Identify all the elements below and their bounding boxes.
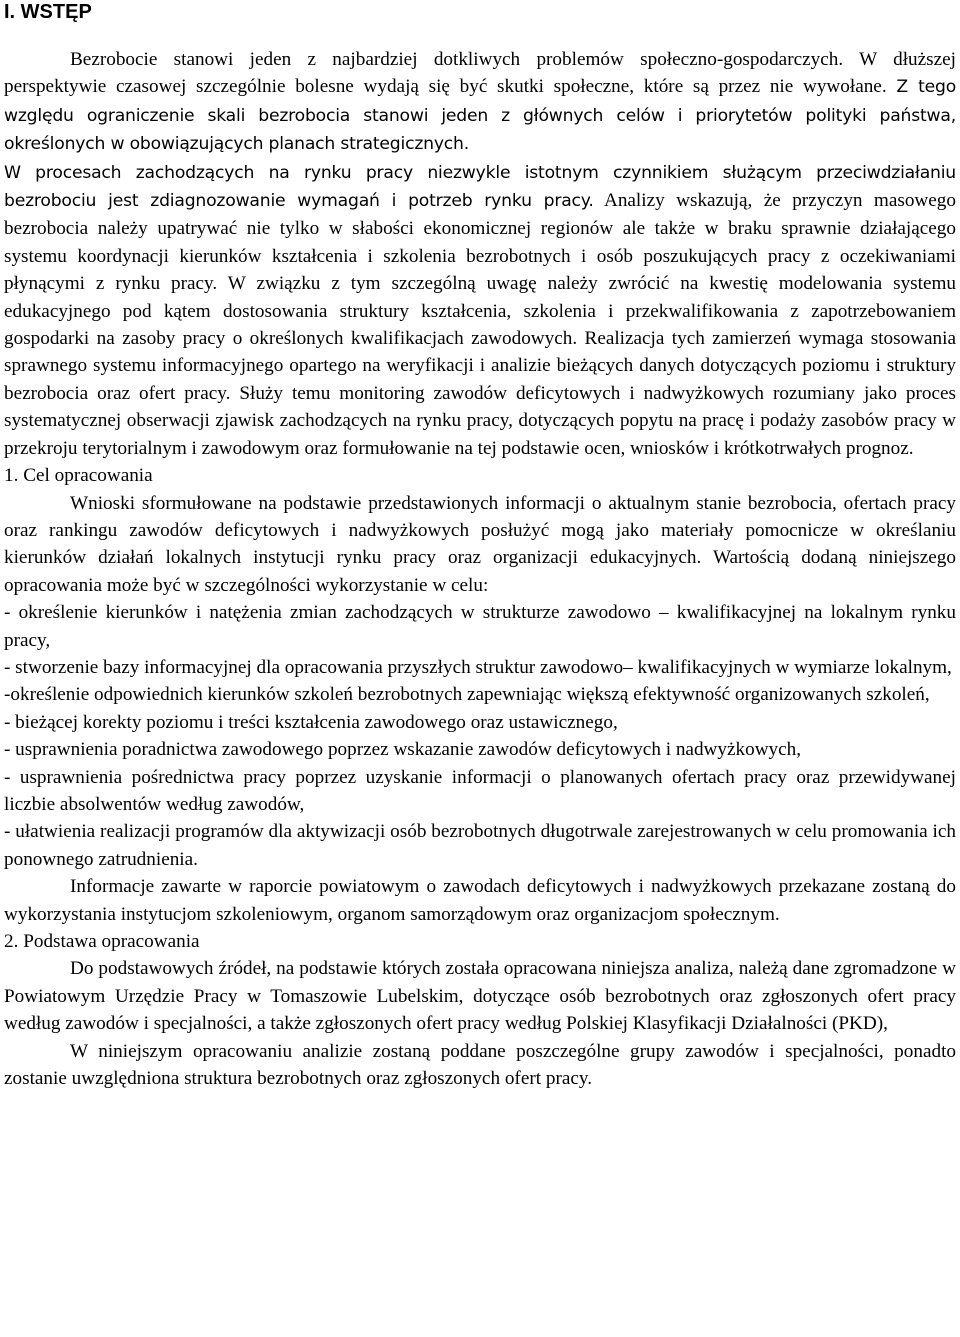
list-item: - ułatwienia realizacji programów dla aktywizacji osób bezrobotnych długotrwale zarejestrowanych w celu promowania ich ponownego zatrudnienia.: [4, 821, 956, 870]
intro-paragraph-1: [4, 46, 956, 159]
section-2-title: 2. Podstawa opracowania: [4, 931, 200, 952]
chapter-heading: I. WSTĘP: [4, 1, 92, 23]
intro-paragraph-3: Analizy wskazują, że przyczyn masowego bezrobocia należy upatrywać nie tylko w słabości ekonomicznej regionów ale także w braku sprawnie działającego systemu koordynacji kierunków kształcenia i szkolenia bezrobotnych i osób poszukujących pracy z oczekiwaniami płynącymi z rynku pracy. W związku z tym szczególną uwagę należy zwrócić na kwestię modelowania systemu edukacyjnego pod kątem dostosowania struktury kształcenia, szkolenia i przekwalifikowania z zapotrzebowaniem gospodarki na zasoby pracy o określonych kwalifikacjach zawodowych. Realizacja tych zamierzeń wymaga stosowania sprawnego systemu informacyjnego opartego na weryfikacji i analizie bieżących danych dotyczących poziomu i struktury bezrobocia oraz ofert pracy. Służy temu monitoring zawodów deficytowych i nadwyżkowych rozumiany jako proces systematycznej obserwacji zjawisk zachodzących na rynku pracy, dotyczących popytu na pracę i podaży zasobów pracy w przekroju terytorialnym i zawodowym oraz formułowanie na tej podstawie ocen, wniosków i krótkotrwałych prognoz.: [4, 190, 956, 459]
intro-text-1: Bezrobocie stanowi jeden z najbardziej dotkliwych problemów społeczno-gospodarczych. W dłuższej perspektywie czasowej szczególnie bolesne wydają się być skutki społeczne, które są przez nie wywołane.: [4, 49, 956, 98]
intro-text-1b: Z tego względu ograniczenie skali bezrobocia stanowi jeden z głównych celów i priorytetów polityki państwa, określonych w obowiązujących planach strategicznych.: [4, 77, 957, 155]
section-1-paragraph-1: Wnioski sformułowane na podstawie przedstawionych informacji o aktualnym stanie bezrobocia, ofertach pracy oraz rankingu zawodów deficytowych i nadwyżkowych posłużyć mogą jako materiały pomocnicze w określaniu kierunków działań lokalnych instytucji rynku pracy oraz organizacji edukacyjnych. Wartością dodaną niniejszego opracowania może być w szczególności wykorzystanie w celu:: [4, 492, 956, 596]
section-1-title: 1. Cel opracowania: [4, 465, 153, 487]
intro-paragraph-2: W procesach zachodzących na rynku pracy niezwykle istotnym czynnikiem służącym przeciwdziałaniu bezrobociu jest zdiagnozowanie wymagań i potrzeb rynku pracy.: [4, 162, 956, 212]
list-item: - bieżącej korekty poziomu i treści kształcenia zawodowego oraz ustawicznego,: [4, 711, 618, 733]
list-item: -określenie odpowiednich kierunków szkoleń bezrobotnych zapewniając większą efektywność organizowanych szkoleń,: [4, 684, 930, 706]
section-1-paragraph-2: Informacje zawarte w raporcie powiatowym o zawodach deficytowych i nadwyżkowych przekazane zostaną do wykorzystania instytucjom szkoleniowym, organom samorządowym oraz organizacjom społecznym.: [4, 876, 956, 925]
section-2-paragraph-2: W niniejszym opracowaniu analizie zostaną poddane poszczególne grupy zawodów i specjalności, ponadto zostanie uwzględniona struktura bezrobotnych oraz zgłoszonych ofert pracy.: [4, 1040, 956, 1090]
list-item: - stworzenie bazy informacyjnej dla opracowania przyszłych struktur zawodowo– kwalifikacyjnych w wymiarze lokalnym,: [4, 656, 952, 678]
section-2-paragraph-1: Do podstawowych źródeł, na podstawie których została opracowana niniejsza analiza, należą dane zgromadzone w Powiatowym Urzędzie Pracy w Tomaszowie Lubelskim, dotyczące osób bezrobotnych oraz zgłoszonych ofert pracy według zawodów i specjalności, a także zgłoszonych ofert pracy według Polskiej Klasyfikacji Działalności (PKD),: [4, 958, 956, 1035]
document-body: [4, 46, 956, 1092]
list-item: - usprawnienia pośrednictwa pracy poprzez uzyskanie informacji o planowanych ofertach pracy oraz przewidywanej liczbie absolwentów według zawodów,: [4, 766, 956, 815]
list-item: - usprawnienia poradnictwa zawodowego poprzez wskazanie zawodów deficytowych i nadwyżkowych,: [4, 739, 802, 761]
list-item: - określenie kierunków i natężenia zmian zachodzących w strukturze zawodowo – kwalifikacyjnej na lokalnym rynku pracy,: [4, 602, 956, 651]
document-page: [4, 0, 956, 1092]
